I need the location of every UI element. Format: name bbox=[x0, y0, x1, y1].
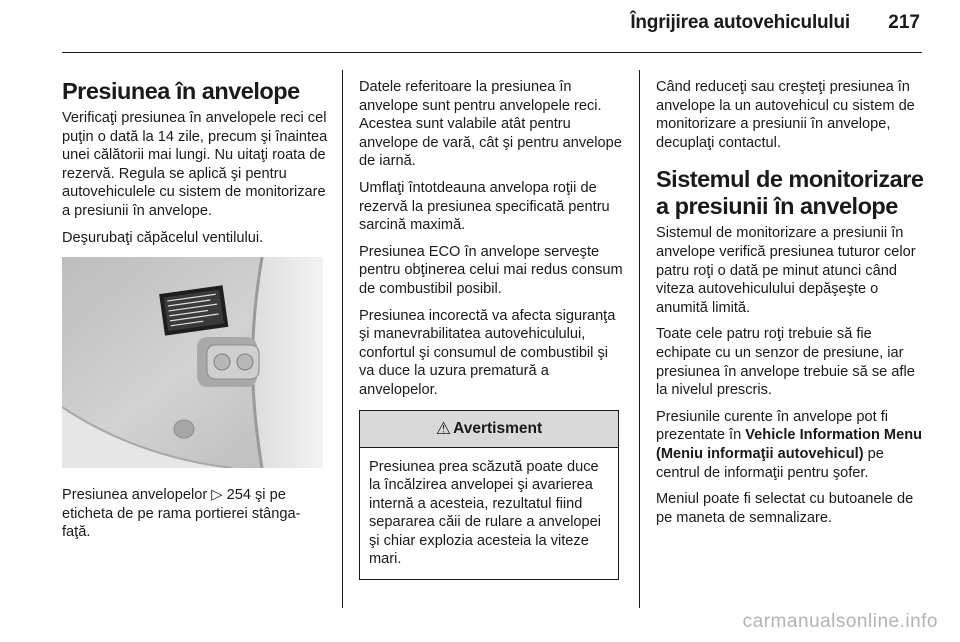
page-reference-arrow-icon: ▷ bbox=[211, 487, 223, 504]
column-1 bbox=[62, 78, 328, 550]
watermark: carmanualsonline.info bbox=[742, 611, 938, 632]
column-2 bbox=[359, 78, 624, 580]
warning-body bbox=[360, 448, 618, 580]
warning-title: Avertisment bbox=[453, 419, 543, 437]
running-header-title: Îngrijirea autovehiculului bbox=[630, 12, 850, 33]
page-number: 217 bbox=[888, 12, 920, 33]
door-frame-tire-label-photo bbox=[62, 257, 323, 468]
paragraph: Presiunea ECO în anvelope serveşte pentru obţinerea celui mai redus consum de combustibil posibil. bbox=[359, 243, 623, 297]
photo-caption bbox=[62, 486, 328, 542]
section-heading-tire-pressure: Presiunea în anvelope bbox=[62, 78, 300, 104]
paragraph: Deşurubaţi căpăcelul ventilului. bbox=[62, 229, 264, 246]
header-rule bbox=[62, 52, 922, 53]
paragraph: Meniul poate fi selectat cu butoanele de pe maneta de semnalizare. bbox=[656, 491, 914, 526]
paragraph bbox=[656, 408, 924, 482]
column-divider-2 bbox=[639, 70, 640, 608]
paragraph: Sistemul de monitorizare a presiunii în anvelope verifică presiunea tuturor celor patru roţi o dată pe minut atunci când viteza autovehiculului depăşeşte o anumită limită. bbox=[656, 225, 916, 316]
paragraph-text: pe centrul de informaţii pentru şofer. bbox=[656, 445, 884, 481]
warning-box bbox=[359, 410, 619, 581]
paragraph: Verificaţi presiunea în anvelopele reci cel puţin o dată la 14 zile, precum şi înaintea unei călătorii mai lungi. Nu uitaţi roata de rezervă. Regula se aplică şi pentru autovehiculele cu sistem de monitorizare a presiunii în anvelope. bbox=[62, 110, 328, 219]
section-heading-tpms: Sistemul de monitorizare a presiunii în anvelope bbox=[656, 166, 924, 220]
paragraph: Când reduceţi sau creşteţi presiunea în anvelope la un autovehicul cu sistem de monitorizare a presiunii în anvelope, decuplaţi contactul. bbox=[656, 79, 915, 151]
paragraph: Toate cele patru roţi trebuie să fie echipate cu un senzor de presiune, iar presiunea în anvelope trebuie să se afle la nivelul prescris. bbox=[656, 326, 915, 399]
warning-text: Presiunea prea scăzută poate duce la încălzirea anvelopei şi avarierea internă a acesteia, rezultatul fiind separarea căii de rulare a anvelopei şi chiar explozia acesteia la viteze mari. bbox=[369, 458, 602, 568]
caption-text: 254 şi pe eticheta de pe rama portierei stânga-faţă. bbox=[62, 487, 301, 541]
paragraph-text: Presiunile curente în anvelope pot fi prezentate în bbox=[656, 408, 889, 444]
paragraph: Datele referitoare la presiunea în anvelope sunt pentru anvelopele reci. Acestea sunt valabile atât pentru anvelope de vară, cât şi pentru anvelope de iarnă. bbox=[359, 79, 622, 170]
paragraph: Presiunea incorectă va afecta siguranţa şi manevrabilitatea autovehiculului, confortul şi consumul de combustibil şi va duce la uzura prematură a anvelopelor. bbox=[359, 307, 616, 398]
menu-name: Vehicle Information Menu (Meniu informaţii autovehicul) bbox=[656, 427, 923, 462]
caption-text: Presiunea anvelopelor bbox=[62, 487, 208, 504]
warning-triangle-icon: ⚠ bbox=[435, 418, 452, 438]
warning-header bbox=[360, 411, 618, 448]
column-divider-1 bbox=[342, 70, 343, 608]
paragraph: Umflaţi întotdeauna anvelopa roţii de rezervă la presiunea specificată pentru sarcină maximă. bbox=[359, 179, 610, 234]
column-3 bbox=[656, 78, 924, 535]
